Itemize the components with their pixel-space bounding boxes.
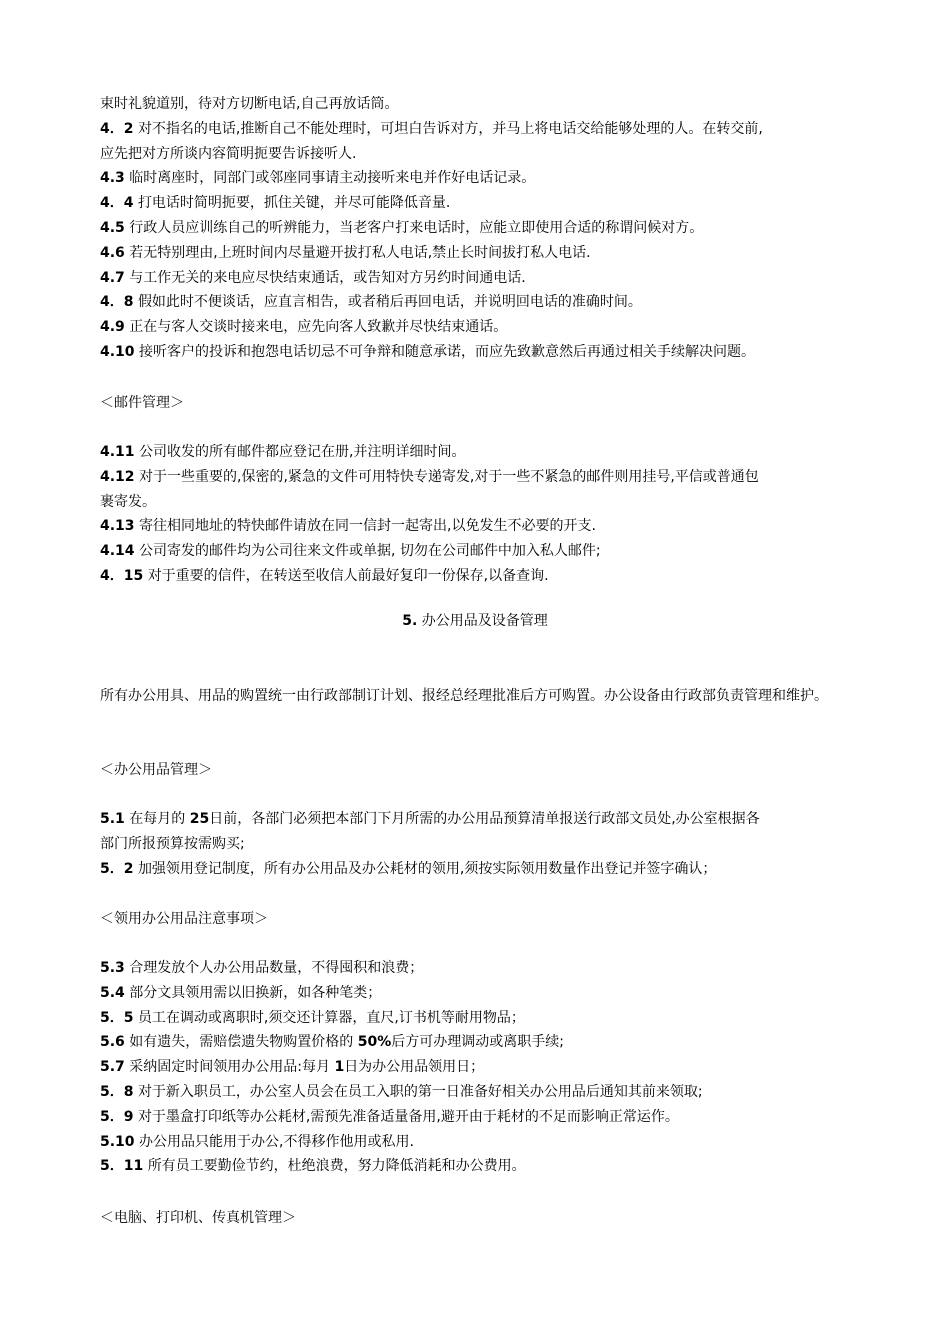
rule-number: 5.10 — [100, 1133, 135, 1150]
rule-line — [100, 440, 860, 465]
chapter-5-intro: 所有办公用具、用品的购置统一由行政部制订计划、报经总经理批准后方可购置。办公设备由行政部负责管理和维护。 — [100, 688, 828, 704]
rule-text: 对于一些重要的,保密的,紧急的文件可用特快专递寄发,对于一些不紧急的邮件则用挂号,平信或普通包 — [139, 468, 759, 485]
rule-number: 5．5 — [100, 1009, 134, 1026]
rule-text: 所有员工要勤俭节约，杜绝浪费，努力降低消耗和办公费用。 — [147, 1158, 526, 1175]
rule-number: 4.9 — [100, 319, 125, 336]
rule-line — [100, 564, 860, 589]
rule-number: 4.12 — [100, 468, 135, 485]
rule-number: 4．4 — [100, 195, 134, 212]
rule-text: 应先把对方所谈内容简明扼要告诉接听人. — [100, 145, 357, 162]
rule-text: 公司寄发的邮件均为公司往来文件或单据, 切勿在公司邮件中加入私人邮件; — [139, 543, 601, 560]
rule-line — [100, 1030, 860, 1055]
mail-rules-block — [100, 440, 860, 589]
rule-inline-number: 25 — [189, 811, 210, 827]
rule-number: 4.7 — [100, 269, 125, 286]
rule-text: 对不指名的电话,推断自己不能处理时，可坦白告诉对方，并马上将电话交给能够处理的人。在转交前, — [137, 120, 763, 137]
rule-text: 公司收发的所有邮件都应登记在册,并注明详细时间。 — [139, 444, 466, 460]
rule-number: 5.7 — [100, 1059, 125, 1076]
rule-line — [100, 241, 860, 266]
rule-number: 4.3 — [100, 170, 125, 187]
rule-text: 裹寄发。 — [100, 493, 156, 510]
rule-line — [100, 514, 860, 539]
rule-text: 对于墨盒打印纸等办公耗材,需预先准备适量备用,避开由于耗材的不足而影响正常运作。 — [137, 1108, 679, 1125]
rule-line — [100, 142, 860, 167]
rule-text: 采纳固定时间领用办公用品:每月 — [129, 1059, 330, 1076]
rule-text: 寄往相同地址的特快邮件请放在同一信封一起寄出,以免发生不必要的开支. — [139, 518, 596, 535]
rule-line — [100, 1006, 860, 1031]
rule-line — [100, 290, 860, 315]
rule-number: 5．2 — [100, 860, 134, 877]
rule-number: 4.10 — [100, 343, 135, 360]
rule-text: 加强领用登记制度，所有办公用品及办公耗材的领用,须按实际领用数量作出登记并签字确认； — [137, 860, 717, 877]
rule-text: 正在与客人交谈时接来电，应先向客人致歉并尽快结束通话。 — [129, 319, 508, 336]
rule-number: 4．15 — [100, 567, 144, 584]
rule-line — [100, 1154, 860, 1179]
section-heading-notes: ＜领用办公用品注意事项＞ — [100, 911, 268, 927]
rule-number: 5.3 — [100, 960, 125, 976]
rule-text: 办公用品只能用于办公,不得移作他用或私用. — [139, 1133, 414, 1150]
rule-text: 若无特别理由,上班时间内尽量避开拔打私人电话,禁止长时间拔打私人电话. — [129, 244, 591, 261]
rule-line — [100, 857, 860, 882]
rule-number: 5.4 — [100, 984, 125, 1001]
rule-text: 部门所报预算按需购买; — [100, 835, 245, 852]
rule-text: 打电话时简明扼要，抓住关键，并尽可能降低音量. — [137, 195, 451, 212]
rule-text: 对于新入职员工，办公室人员会在员工入职的第一日准备好相关办公用品后通知其前来领取; — [137, 1083, 703, 1100]
rule-text: 合理发放个人办公用品数量，不得囤积和浪费； — [129, 960, 424, 976]
rule-line — [100, 807, 860, 832]
rule-line — [100, 981, 860, 1006]
rule-line — [100, 1130, 860, 1155]
rule-text: 假如此时不便谈话，应直言相告，或者稍后再回电话，并说明回电话的准确时间。 — [137, 294, 642, 311]
rule-line — [100, 191, 860, 216]
rule-line — [100, 956, 860, 981]
rule-number: 5.6 — [100, 1034, 125, 1051]
chapter-5-title: 办公用品及设备管理 — [421, 613, 548, 629]
section-heading-mail: ＜邮件管理＞ — [100, 395, 184, 411]
rule-line — [100, 92, 860, 117]
rule-line — [100, 340, 860, 365]
rule-inline-number: 50% — [357, 1034, 392, 1051]
rule-number: 4.13 — [100, 518, 135, 535]
notes-rules-block — [100, 956, 860, 1179]
rule-number: 4．8 — [100, 294, 134, 311]
rule-text: 接听客户的投诉和抱怨电话切忌不可争辩和随意承诺，而应先致歉意然后再通过相关手续解决问题。 — [139, 343, 755, 360]
rule-line — [100, 216, 860, 241]
rule-text: 行政人员应训练自己的听辨能力，当老客户打来电话时，应能立即使用合适的称谓问候对方。 — [129, 219, 704, 236]
rule-number: 4．2 — [100, 120, 134, 137]
rule-text-continued: 日为办公用品领用日； — [344, 1059, 485, 1076]
rule-line — [100, 539, 860, 564]
section-heading-supplies: ＜办公用品管理＞ — [100, 762, 212, 778]
rule-line — [100, 1055, 860, 1080]
rule-line — [100, 117, 860, 142]
chapter-5-number: 5. — [402, 613, 418, 629]
rule-text: 员工在调动或离职时,须交还计算器，直尺,订书机等耐用物品； — [137, 1009, 525, 1026]
rule-line — [100, 1105, 860, 1130]
rule-number: 5．8 — [100, 1083, 134, 1100]
rule-text: 在每月的 — [129, 811, 186, 827]
rule-text-continued: 后方可办理调动或离职手续; — [391, 1034, 564, 1051]
rule-line — [100, 166, 860, 191]
rule-line — [100, 465, 860, 490]
phone-rules-block — [100, 92, 860, 365]
rule-line — [100, 1080, 860, 1105]
rule-line — [100, 490, 860, 515]
rule-number: 5．9 — [100, 1108, 134, 1125]
rule-number: 4.6 — [100, 244, 125, 261]
rule-text: 临时离座时，同部门或邻座同事请主动接听来电并作好电话记录。 — [129, 170, 536, 187]
rule-text-continued: 日前，各部门必须把本部门下月所需的办公用品预算清单报送行政部文员处,办公室根据各 — [209, 811, 760, 827]
rule-number: 5．11 — [100, 1158, 144, 1175]
rule-text: 对于重要的信件，在转送至收信人前最好复印一份保存,以备查询. — [147, 567, 549, 584]
rule-number: 5.1 — [100, 811, 125, 827]
rule-line — [100, 832, 860, 857]
rule-text: 部分文具领用需以旧换新，如各种笔类； — [129, 984, 382, 1001]
rule-number: 4.5 — [100, 219, 125, 236]
rule-number: 4.11 — [100, 444, 135, 460]
rule-inline-number: 1 — [334, 1059, 345, 1076]
rule-line — [100, 315, 860, 340]
chapter-5-heading — [0, 609, 950, 634]
rule-text: 如有遗失，需赔偿遗失物购置价格的 — [129, 1034, 354, 1051]
rule-line — [100, 266, 860, 291]
section-heading-equipment: ＜电脑、打印机、传真机管理＞ — [100, 1210, 296, 1226]
supplies-rules-block — [100, 807, 860, 881]
rule-text: 与工作无关的来电应尽快结束通话，或告知对方另约时间通电话. — [129, 269, 526, 286]
rule-number: 4.14 — [100, 543, 135, 560]
rule-text: 束时礼貌道别，待对方切断电话,自己再放话筒。 — [100, 96, 399, 112]
